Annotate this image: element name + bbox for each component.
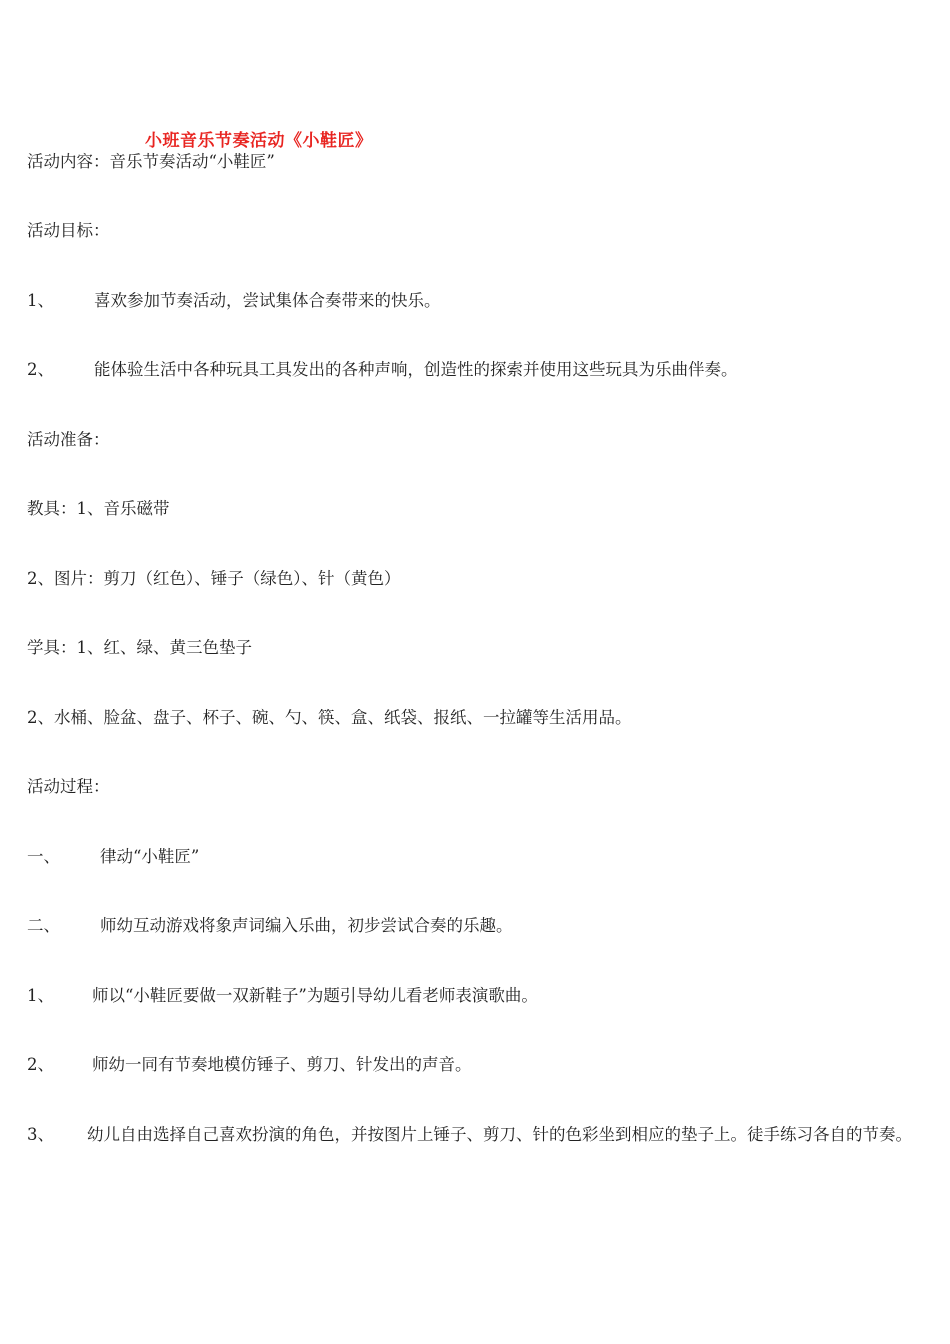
step-number: 3、: [27, 1125, 54, 1144]
prep-line: 学具：1、红、绿、黄三色垫子: [27, 638, 252, 657]
step-text: 师以“小鞋匠要做一双新鞋子”为题引导幼儿看老师表演歌曲。: [92, 986, 538, 1005]
section-number: 二、: [27, 916, 60, 935]
goal-number: 2、: [27, 360, 54, 379]
step-text: 幼儿自由选择自己喜欢扮演的角色，并按图片上锤子、剪刀、针的色彩坐到相应的垫子上。徒手练习各自的节奏。: [87, 1125, 912, 1144]
goal-item: [27, 360, 738, 380]
step-number: 2、: [27, 1055, 54, 1074]
prep-line: 教具：1、音乐磁带: [27, 499, 170, 518]
section-text: 师幼互动游戏将象声词编入乐曲，初步尝试合奏的乐趣。: [100, 916, 513, 935]
goal-number: 1、: [27, 291, 54, 310]
process-section: [27, 916, 513, 936]
goals-heading: 活动目标：: [27, 221, 110, 240]
document-title: 小班音乐节奏活动《小鞋匠》: [145, 131, 373, 151]
prep-heading: 活动准备：: [27, 430, 110, 449]
goal-text: 能体验生活中各种玩具工具发出的各种声响，创造性的探索并使用这些玩具为乐曲伴奏。: [94, 360, 738, 379]
step-item: [27, 986, 538, 1006]
prep-line: 2、水桶、脸盆、盘子、杯子、碗、勺、筷、盒、纸袋、报纸、一拉罐等生活用品。: [27, 708, 632, 727]
section-text: 律动“小鞋匠”: [100, 847, 200, 866]
step-item: [27, 1120, 927, 1150]
goal-text: 喜欢参加节奏活动，尝试集体合奏带来的快乐。: [94, 291, 441, 310]
process-heading: 活动过程：: [27, 777, 110, 796]
activity-content: 活动内容：音乐节奏活动“小鞋匠”: [27, 152, 275, 171]
section-number: 一、: [27, 847, 60, 866]
goal-item: [27, 291, 441, 311]
prep-line: 2、图片：剪刀（红色）、锤子（绿色）、针（黄色）: [27, 569, 401, 588]
step-item: [27, 1055, 472, 1075]
step-text: 师幼一同有节奏地模仿锤子、剪刀、针发出的声音。: [92, 1055, 472, 1074]
process-section: [27, 847, 199, 867]
step-number: 1、: [27, 986, 54, 1005]
